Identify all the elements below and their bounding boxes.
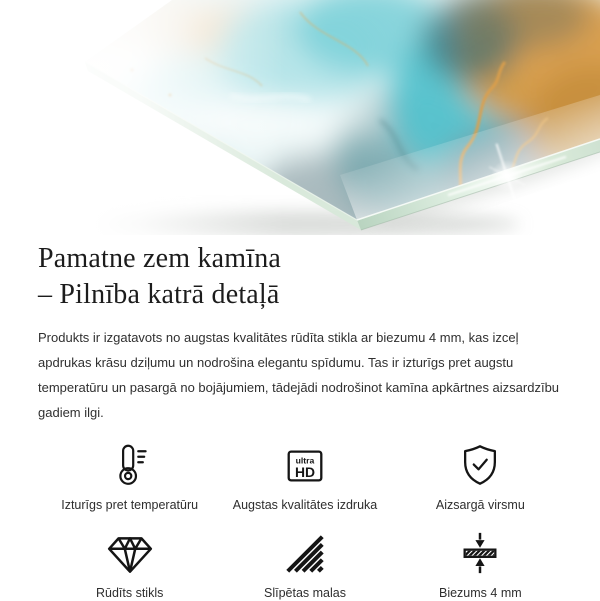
feature-grid <box>38 439 572 601</box>
feature-label: Rūdīts stikls <box>95 586 164 600</box>
feature-temperature <box>42 439 217 513</box>
white-fade-overlay <box>0 0 285 235</box>
product-description-text: Produkts ir izgatavots no augstas kvalitātes rūdīta stikla ar biezumu 4 mm, kas izceļ apdrukas krāsu dziļumu un nodrošina elegantu spīdumu. Tas ir izturīgs pret augstu temperatūru un pasargā no bojājumiem, tādejādi nodrošinot kamīna apkārtnes aizsardzību gadiem ilgi. <box>38 330 560 420</box>
feature-label: Augstas kvalitātes izdruka <box>232 498 378 512</box>
feature-beveled-edges <box>217 527 392 601</box>
feature-thickness <box>393 527 568 601</box>
feature-protection <box>393 439 568 513</box>
product-image <box>0 0 600 235</box>
feature-label: Izturīgs pret temperatūru <box>61 498 199 512</box>
diamond-icon <box>105 527 155 577</box>
page-title-line1: Pamatne zem kamīna <box>38 243 282 274</box>
beveled-edges-icon <box>281 527 329 577</box>
ultra-hd-icon-text-top: ultra <box>295 455 315 466</box>
feature-tempered-glass <box>42 527 217 601</box>
glass-panel-illustration <box>0 0 600 235</box>
page-title-line2: – Pilnība katrā detaļā <box>38 279 280 310</box>
page-title <box>38 241 572 313</box>
feature-print-quality <box>217 439 392 513</box>
thickness-icon <box>457 527 503 577</box>
ultra-hd-icon <box>282 439 328 489</box>
feature-label: Biezums 4 mm <box>438 586 522 600</box>
feature-label: Slīpētas malas <box>264 586 346 600</box>
shield-check-icon <box>457 439 503 489</box>
thermometer-icon <box>108 439 152 489</box>
product-description-section <box>0 235 600 601</box>
ultra-hd-icon-text-bottom: HD <box>294 464 316 481</box>
feature-label: Aizsargā virsmu <box>435 498 525 512</box>
